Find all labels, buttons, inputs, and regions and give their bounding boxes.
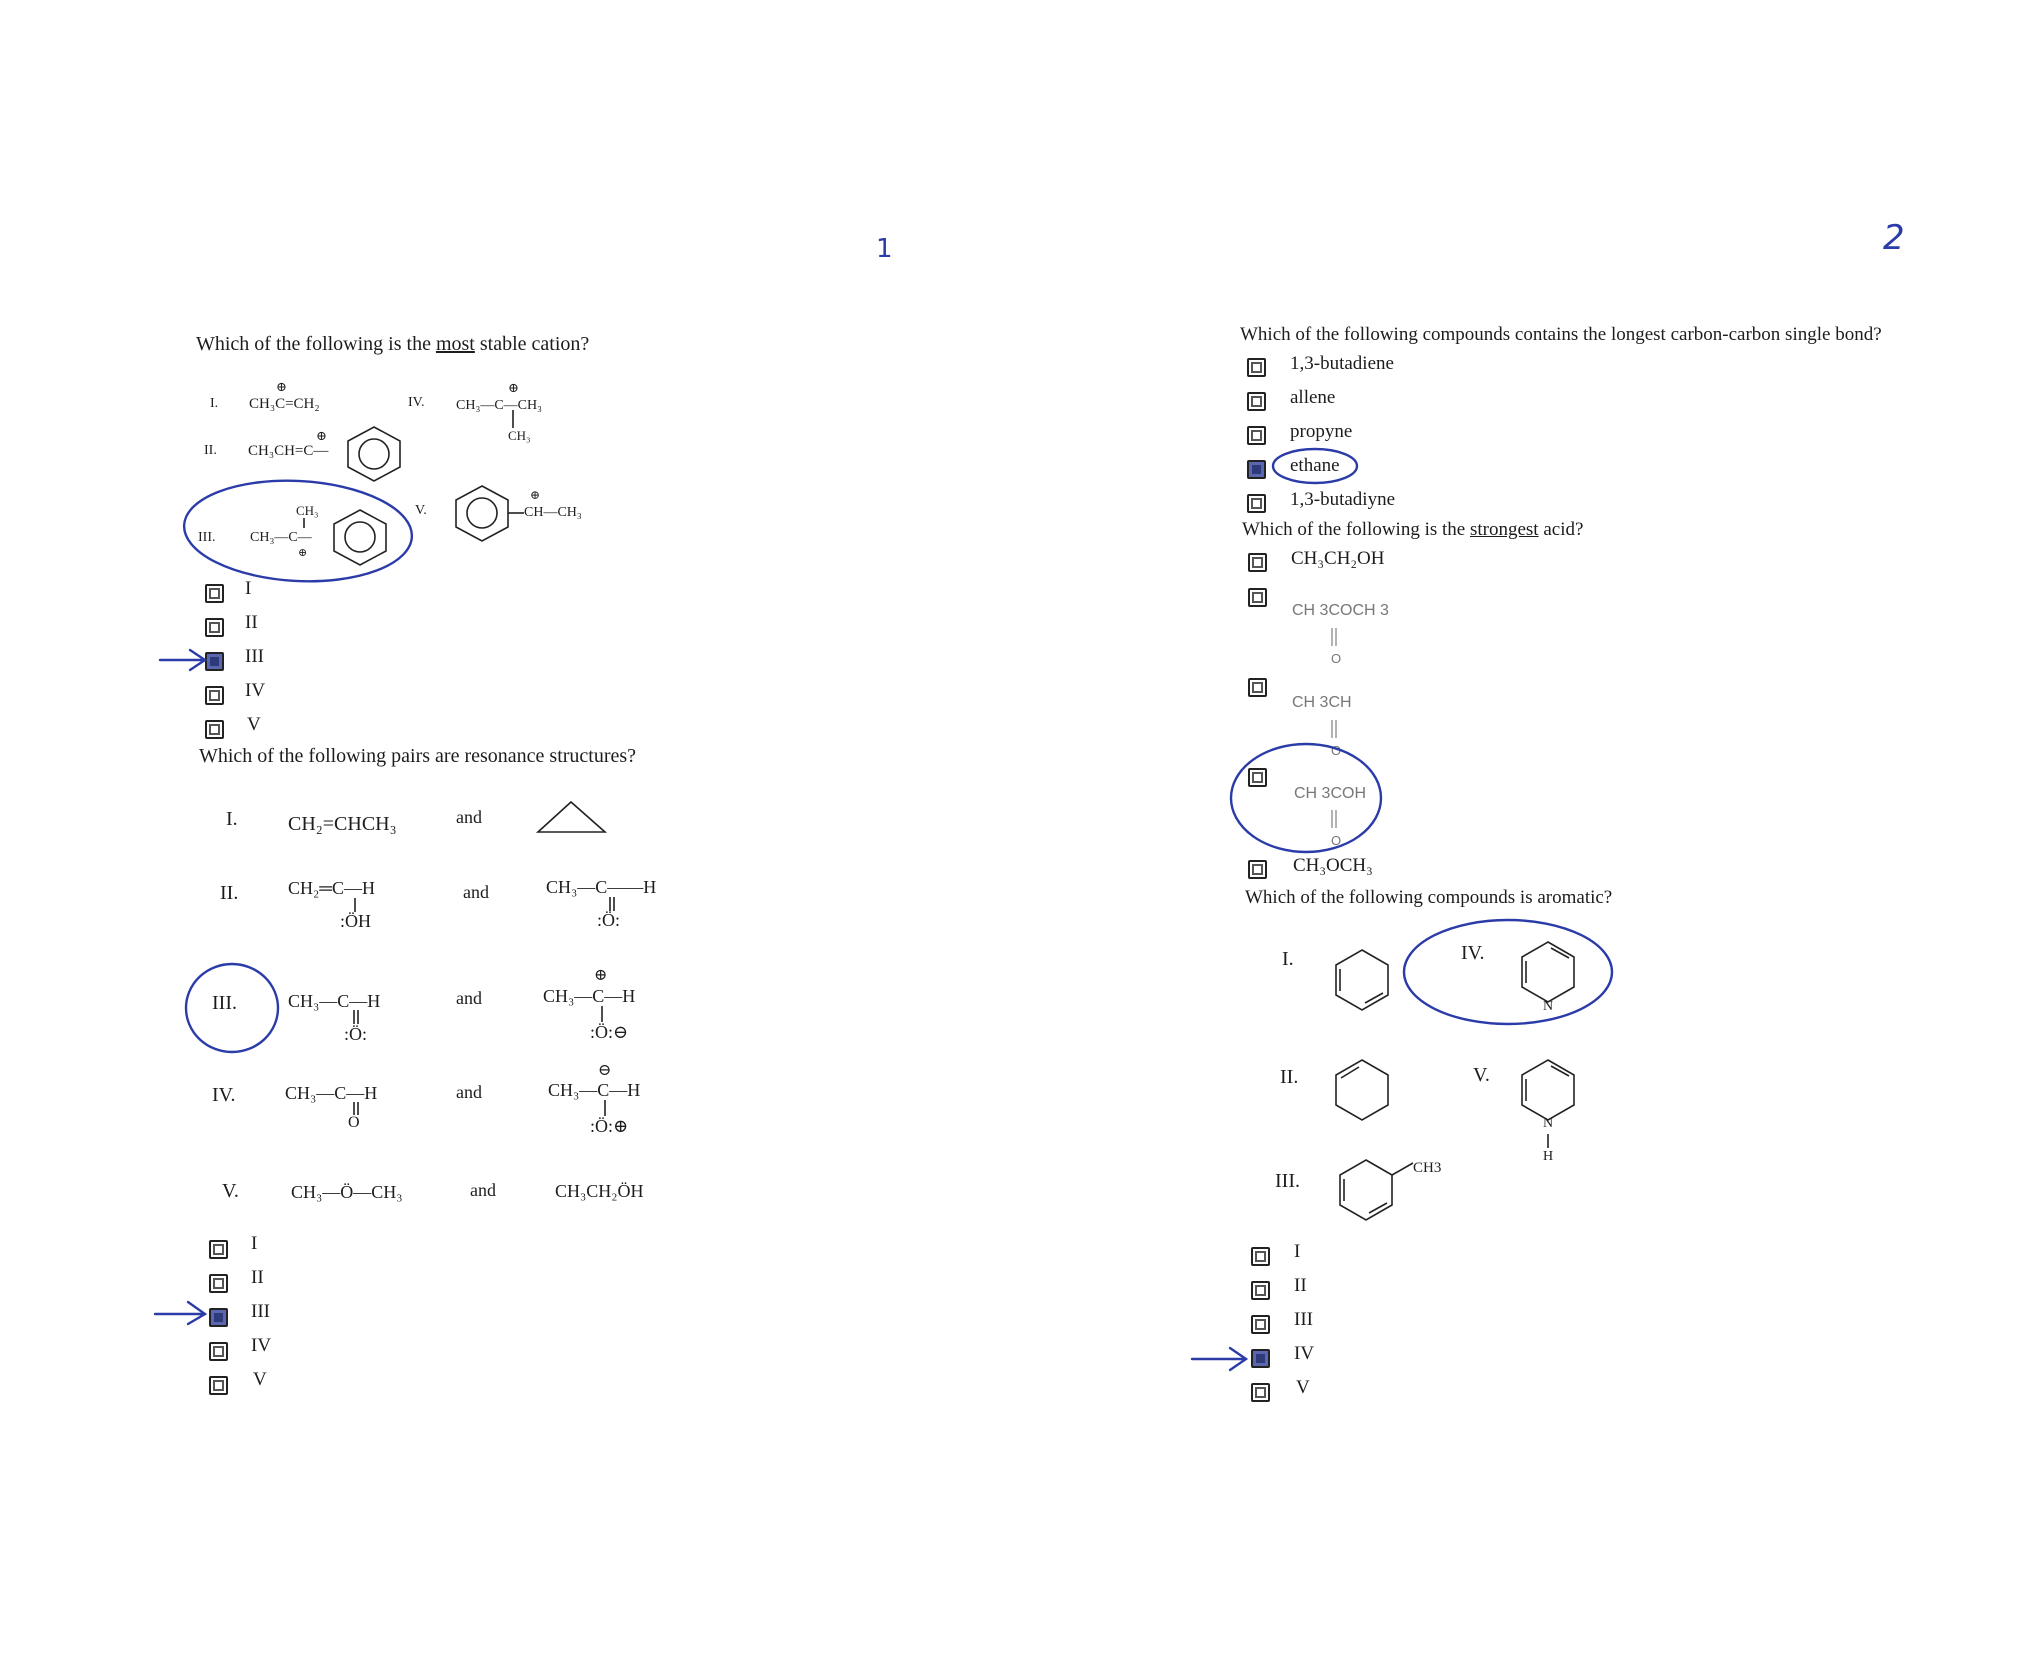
q2-row-iii-right-top: ⊕ — [594, 967, 608, 984]
q2-row-iv-left-sub: O — [348, 1114, 360, 1131]
q4-option-3-oxygen: O — [1331, 743, 1342, 758]
q1-question: Which of the following is the most stable cation? — [196, 333, 590, 355]
q1-option-iii[interactable]: III — [245, 646, 264, 667]
q3-option-2[interactable]: allene — [1290, 387, 1336, 408]
q1-top-iii: CH₃ — [296, 503, 319, 518]
q5-answer-arrow — [1192, 1348, 1246, 1370]
q2-row-iii-and: and — [456, 988, 482, 1008]
q2-row-iii-label: III. — [212, 992, 237, 1014]
q3-option-5[interactable]: 1,3-butadiyne — [1290, 489, 1396, 510]
q2-row-ii-label: II. — [220, 882, 239, 904]
q5-option-v[interactable]: V — [1296, 1377, 1310, 1398]
q1-formula-iv: CH₃—C—CH₃ — [456, 398, 542, 413]
q1-plus-i: ⊕ — [276, 379, 287, 394]
q4-answer-circle — [1231, 744, 1381, 852]
q3-option-3[interactable]: propyne — [1290, 421, 1353, 442]
q2-row-ii-right: CH₃—C——H — [546, 877, 657, 897]
q5-pyridine-n: N — [1543, 999, 1554, 1014]
q2-row-iii-left: CH₃—C—H — [288, 991, 381, 1011]
q2-row-iv-and: and — [456, 1082, 482, 1102]
q1-option-i[interactable]: I — [245, 578, 252, 599]
q4-option-2-oxygen: O — [1331, 651, 1342, 666]
q5-ring-v — [1522, 1060, 1574, 1120]
q5-ring-iv — [1522, 942, 1574, 1002]
q2-option-iv[interactable]: IV — [251, 1335, 272, 1356]
q5-ch3-label: CH3 — [1413, 1160, 1442, 1176]
q5-label-iv: IV. — [1461, 942, 1485, 964]
q5-label-v: V. — [1473, 1064, 1490, 1086]
q2-row-v-left: CH₃—Ö—CH₃ — [291, 1182, 403, 1202]
q2-row-iv-label: IV. — [212, 1084, 236, 1106]
q2-question: Which of the following pairs are resonance structures? — [199, 745, 637, 767]
q1-ring-iii — [334, 510, 386, 565]
q5-ring-ii-db — [1341, 1067, 1359, 1078]
q1-label-v: V. — [415, 503, 427, 518]
q2-row-ii-left: CH₂═C—H — [288, 878, 376, 898]
page-number-right: 2 — [1883, 218, 1905, 258]
q4-option-4[interactable]: CH 3COH — [1294, 785, 1367, 802]
q4-carbonyl-bonds — [1332, 628, 1336, 828]
q4-question: Which of the following is the strongest acid? — [1242, 519, 1584, 540]
pen-marks — [155, 449, 1612, 1370]
q1-formula-i: CH₃C=CH₂ — [249, 396, 320, 412]
q5-ring-iii-db2 — [1369, 1203, 1387, 1213]
q5-ring-iii-methyl — [1392, 1163, 1413, 1175]
q5-pyrrole-h: H — [1543, 1149, 1554, 1164]
q1-ring-v — [456, 486, 508, 541]
q2-row-v-and: and — [470, 1180, 496, 1200]
q1-formula-v: CH—CH₃ — [524, 505, 582, 520]
q5-ring-i — [1336, 950, 1388, 1010]
q2-row-iii-right: CH₃—C—H — [543, 986, 636, 1006]
q1-label-ii: II. — [204, 443, 217, 458]
q4-option-2[interactable]: CH 3COCH 3 — [1292, 602, 1389, 619]
q2-triangle — [538, 802, 605, 832]
q2-option-i[interactable]: I — [251, 1233, 258, 1254]
q4-option-5[interactable]: CH₃OCH₃ — [1293, 855, 1373, 876]
q5-answer-circle — [1404, 920, 1612, 1024]
q1-formula-iii: CH₃—C— — [250, 530, 312, 545]
q1-option-iv[interactable]: IV — [245, 680, 266, 701]
q2-row-i-label: I. — [226, 808, 238, 830]
q1-bottom-iv: CH₃ — [508, 428, 531, 443]
q3-question: Which of the following compounds contains the longest carbon-carbon single bond? — [1240, 324, 1882, 345]
q1-answer-arrow — [160, 650, 205, 670]
q3-option-4[interactable]: ethane — [1290, 455, 1340, 476]
q2-answer-circle — [186, 964, 278, 1052]
q2-row-ii-left-sub: :ÖH — [340, 911, 371, 931]
q2-answer-arrow — [155, 1302, 205, 1324]
chemical-structures — [304, 410, 1574, 1220]
q1-option-ii[interactable]: II — [245, 612, 258, 633]
q4-option-4-oxygen: O — [1331, 833, 1342, 848]
q2-row-ii-and: and — [463, 882, 489, 902]
page-mark-left: 1 — [876, 234, 893, 264]
q1-label-iv: IV. — [408, 395, 425, 410]
q5-label-iii: III. — [1275, 1170, 1300, 1192]
q1-answer-circle — [182, 475, 415, 587]
q3-option-1[interactable]: 1,3-butadiene — [1290, 353, 1394, 374]
q2-row-iv-right-top: ⊖ — [598, 1062, 612, 1079]
q5-option-i[interactable]: I — [1294, 1241, 1301, 1262]
q2-row-i-and: and — [456, 807, 482, 827]
q1-ring-ii-inner — [359, 439, 389, 469]
q2-option-v[interactable]: V — [253, 1369, 267, 1390]
q2-row-iv-left: CH₃—C—H — [285, 1083, 378, 1103]
q3-answer-circle — [1273, 449, 1357, 483]
q1-plus-ii: ⊕ — [316, 428, 327, 443]
q1-ring-iii-inner — [345, 522, 375, 552]
q5-option-iii[interactable]: III — [1294, 1309, 1313, 1330]
q2-row-v-label: V. — [222, 1180, 239, 1202]
q5-ring-iii — [1340, 1160, 1392, 1220]
q1-plus-v: ⊕ — [530, 488, 541, 502]
q5-option-iv[interactable]: IV — [1294, 1343, 1315, 1364]
q4-option-3[interactable]: CH 3CH — [1292, 694, 1352, 711]
q1-option-v[interactable]: V — [247, 714, 261, 735]
q4-option-1[interactable]: CH₃CH₂OH — [1291, 548, 1385, 569]
q1-plus-iv: ⊕ — [508, 380, 519, 395]
q5-option-ii[interactable]: II — [1294, 1275, 1307, 1296]
q1-label-i: I. — [210, 396, 219, 411]
q2-row-ii-right-sub: :Ö: — [597, 910, 621, 930]
q2-option-ii[interactable]: II — [251, 1267, 264, 1288]
q5-label-ii: II. — [1280, 1066, 1299, 1088]
q5-ring-ii — [1336, 1060, 1388, 1120]
q1-ring-ii — [348, 427, 400, 481]
q1-plus-iii: ⊕ — [298, 547, 308, 559]
q5-question: Which of the following compounds is aromatic? — [1245, 887, 1613, 908]
q2-row-v-right: CH₃CH₂ÖH — [555, 1181, 644, 1201]
q2-row-iii-right-sub: :Ö:⊖ — [590, 1022, 629, 1042]
q2-row-iii-left-sub: :Ö: — [344, 1024, 368, 1044]
q5-label-i: I. — [1282, 948, 1294, 970]
q2-row-i-left: CH₂=CHCH₃ — [288, 813, 397, 835]
q2-row-iv-right: CH₃—C—H — [548, 1080, 641, 1100]
q2-row-iv-right-sub: :Ö:⊕ — [590, 1116, 629, 1136]
q1-ring-v-inner — [467, 498, 497, 528]
q5-pyrrole-n: N — [1543, 1116, 1554, 1131]
q1-formula-ii: CH₃CH=C— — [248, 443, 329, 459]
q5-ring-i-db2 — [1365, 993, 1383, 1003]
q1-label-iii: III. — [198, 530, 216, 545]
q2-option-iii[interactable]: III — [251, 1301, 270, 1322]
